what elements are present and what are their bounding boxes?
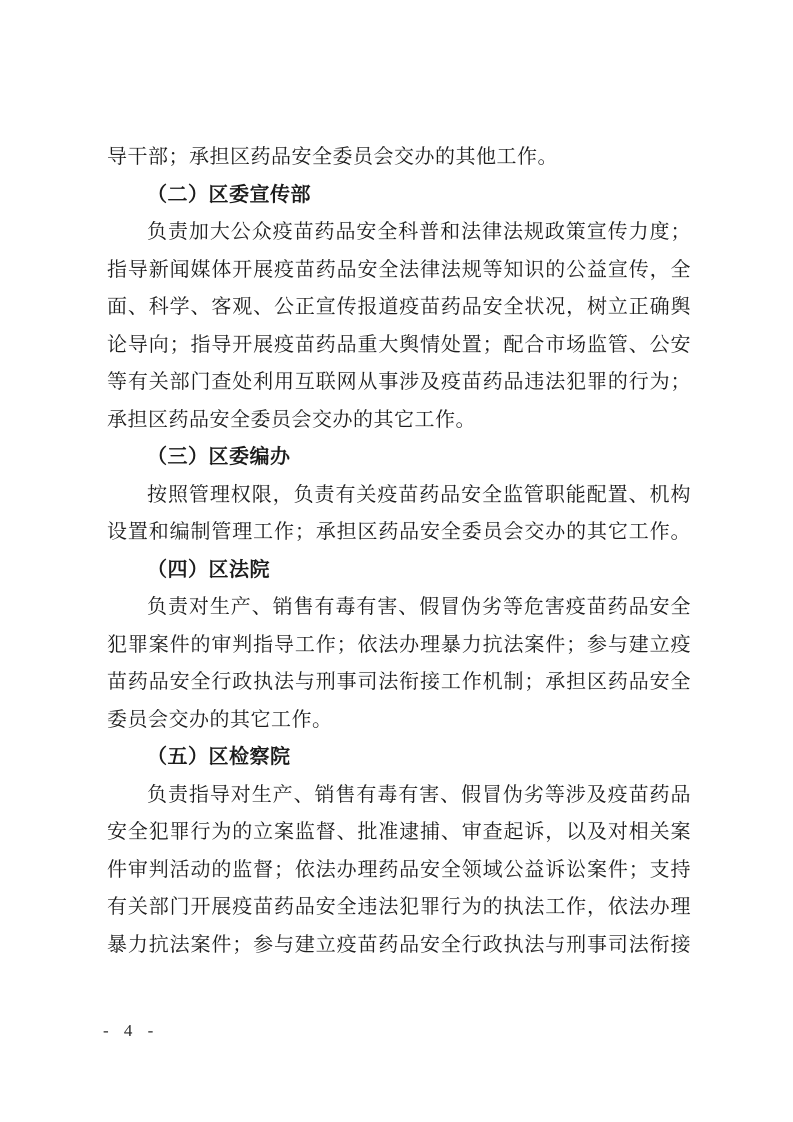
text-line: 承担区药品安全委员会交办的其它工作。 (107, 408, 476, 431)
text-line: 按照管理权限，负责有关疫苗药品安全监管职能配置、机构 (147, 483, 691, 506)
text-line: 委员会交办的其它工作。 (107, 708, 333, 731)
text-line: 负责对生产、销售有毒有害、假冒伪劣等危害疫苗药品安全 (147, 596, 691, 618)
text-line: 导干部；承担区药品安全委员会交办的其他工作。 (107, 146, 558, 168)
page-number: - 4 - (103, 1021, 156, 1040)
text-line: 件审判活动的监督；依法办理药品安全领域公益诉讼案件；支持 (107, 858, 691, 881)
text-line: 有关部门开展疫苗药品安全违法犯罪行为的执法工作，依法办理 (107, 896, 691, 918)
section-heading: （二）区委宣传部 (147, 183, 311, 206)
section-heading: （四）区法院 (147, 558, 270, 581)
text-line: 暴力抗法案件；参与建立疫苗药品安全行政执法与刑事司法衔接 (107, 933, 691, 956)
section-heading: （三）区委编办 (147, 446, 291, 468)
text-line: 苗药品安全行政执法与刑事司法衔接工作机制；承担区药品安全 (107, 671, 691, 693)
text-line: 安全犯罪行为的立案监督、批准逮捕、审查起诉，以及对相关案 (107, 821, 691, 843)
text-line: 设置和编制管理工作；承担区药品安全委员会交办的其它工作。 (107, 521, 691, 543)
text-line: 等有关部门查处利用互联网从事涉及疫苗药品违法犯罪的行为； (107, 371, 691, 393)
text-line: 论导向；指导开展疫苗药品重大舆情处置；配合市场监管、公安 (107, 333, 691, 356)
document-body (107, 139, 691, 964)
text-line: 犯罪案件的审判指导工作；依法办理暴力抗法案件；参与建立疫 (107, 633, 691, 656)
text-line: 面、科学、客观、公正宣传报道疫苗药品安全状况，树立正确舆 (107, 296, 691, 318)
section-heading: （五）区检察院 (147, 746, 291, 768)
text-line: 负责加大公众疫苗药品安全科普和法律法规政策宣传力度； (147, 221, 691, 243)
text-line: 指导新闻媒体开展疫苗药品安全法律法规等知识的公益宣传，全 (107, 258, 691, 281)
text-line: 负责指导对生产、销售有毒有害、假冒伪劣等涉及疫苗药品 (147, 783, 691, 806)
